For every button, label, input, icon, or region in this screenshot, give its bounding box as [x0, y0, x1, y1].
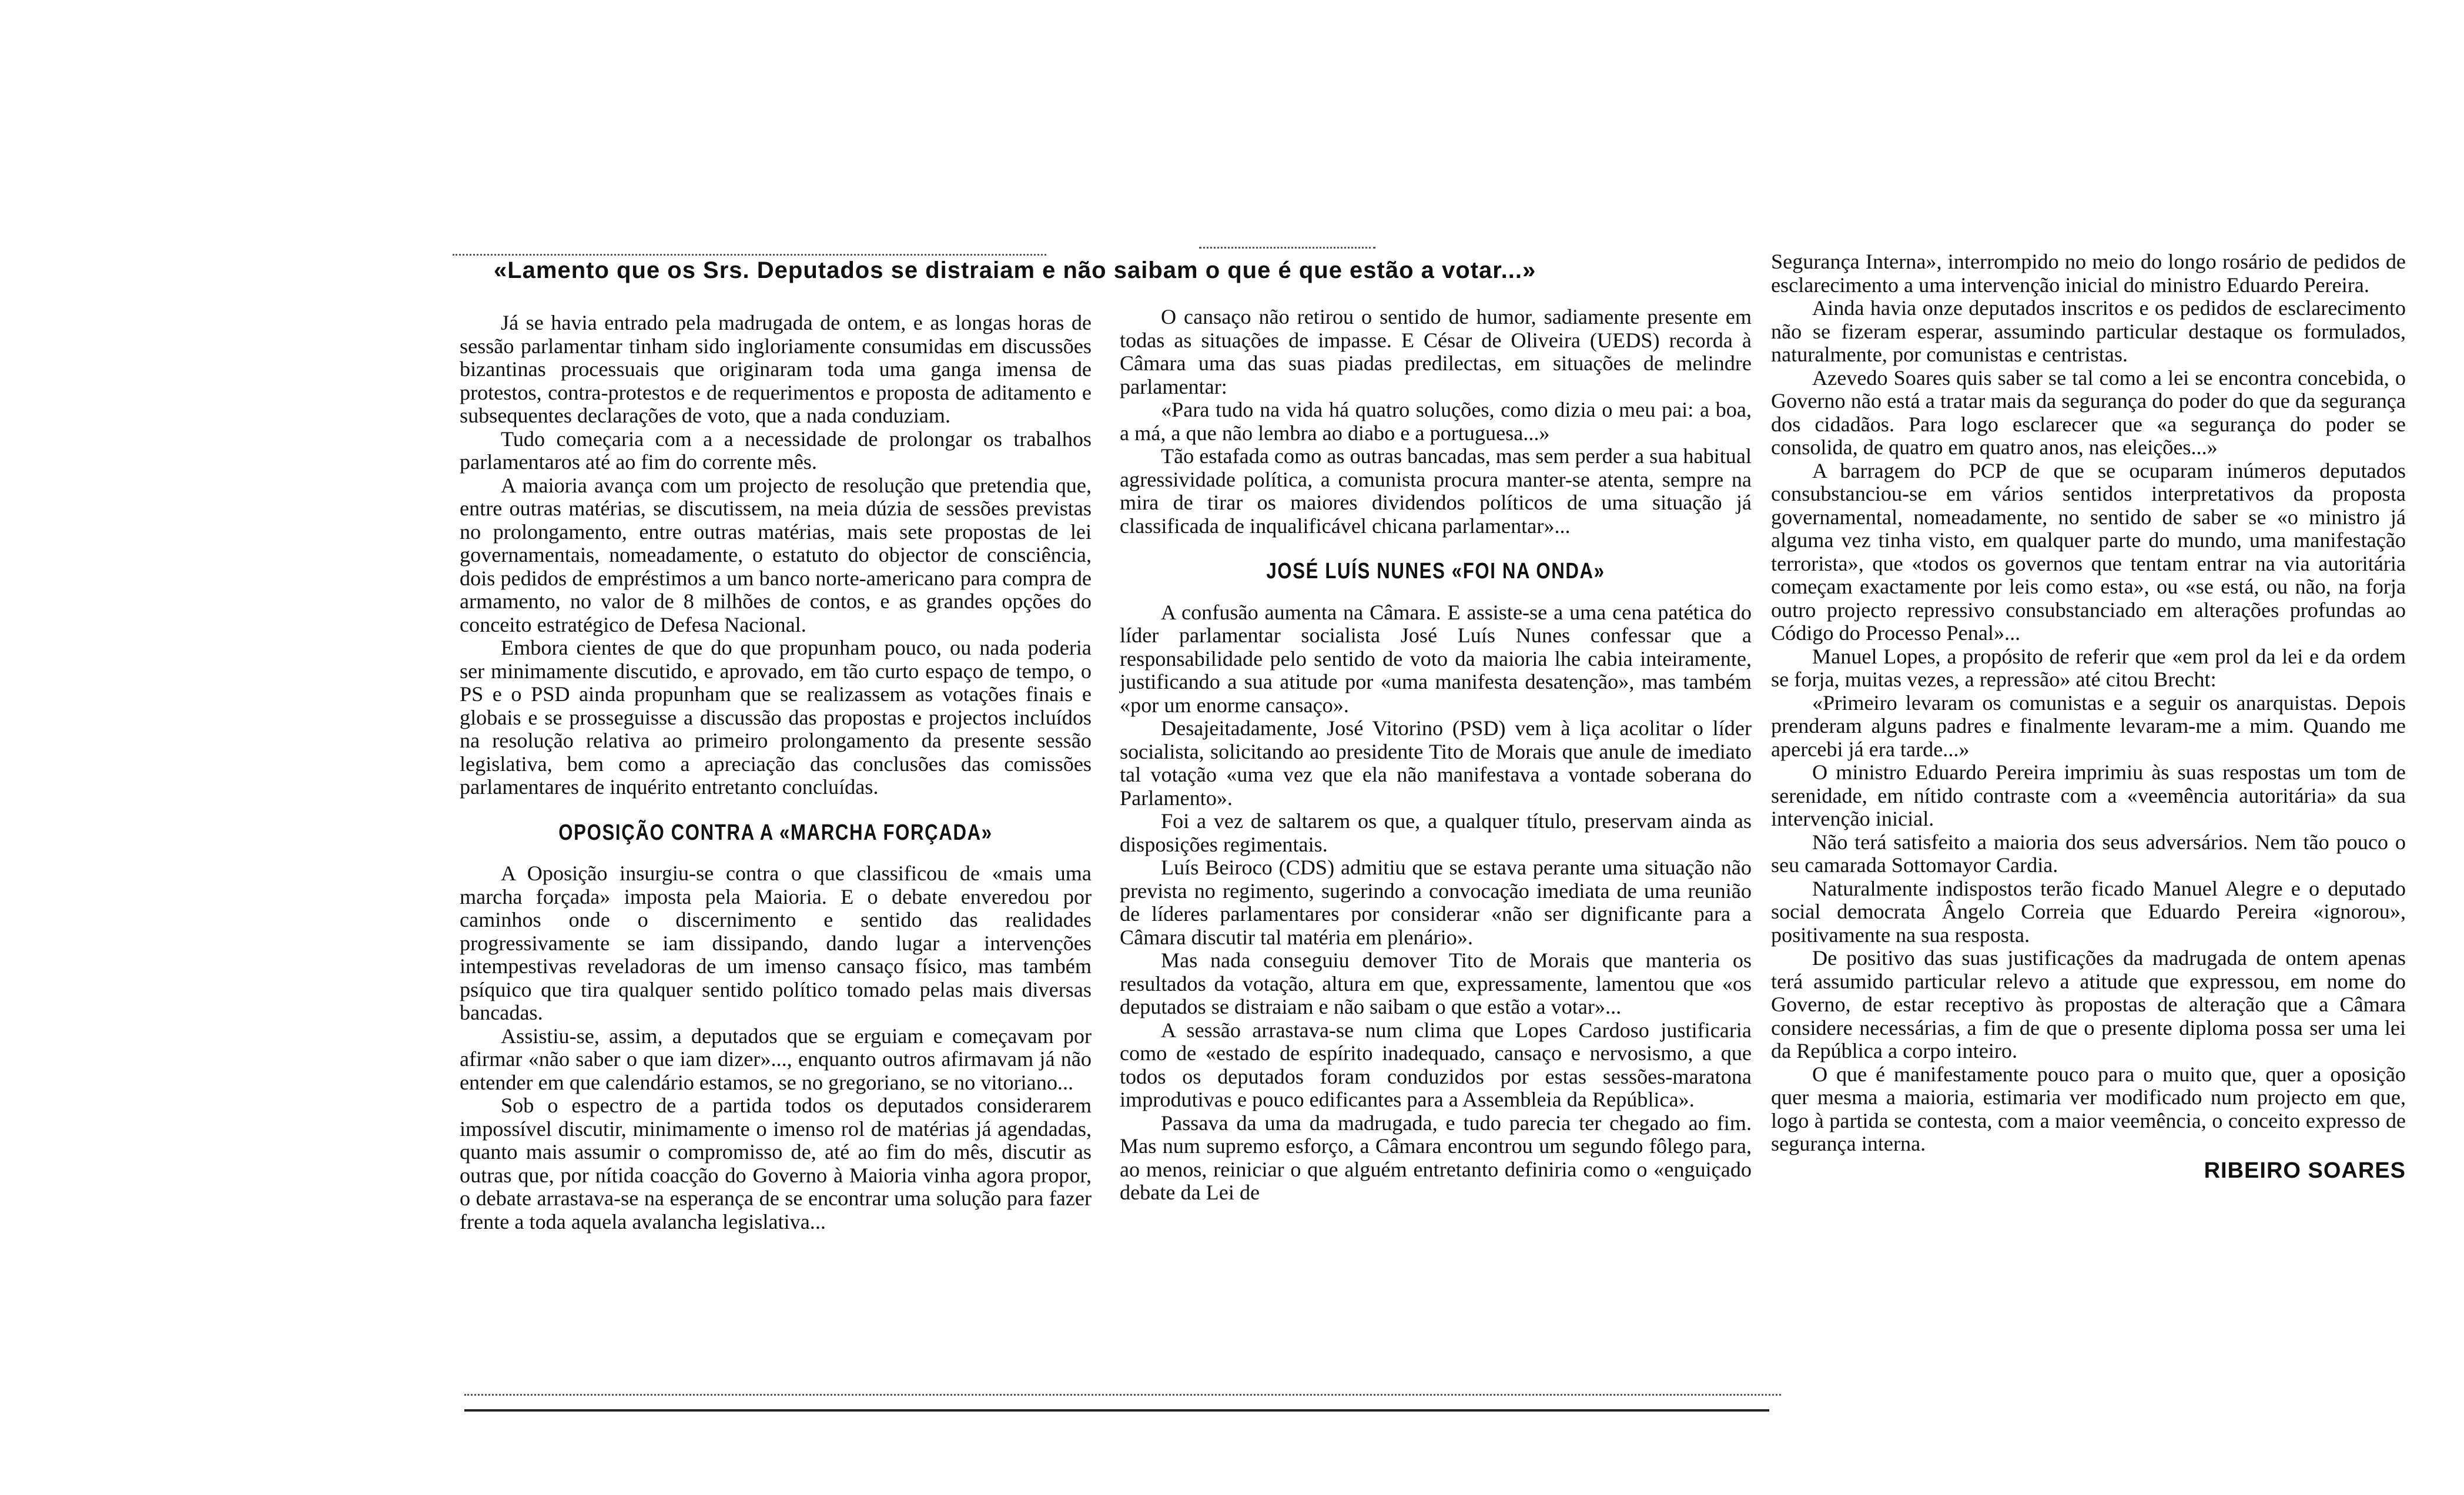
col3-paragraph: Ainda havia onze deputados inscritos e os pedidos de esclarecimento não se fizeram esperar, assumindo particular destaque os formulados, naturalmente, por comunistas e centristas. — [1771, 296, 2406, 366]
col1-paragraph: Embora cientes de que do que propunham pouco, ou nada poderia ser minimamente discutido, e aprovado, em tão curto espaço de tempo, o PS e o PSD ainda propunham que se realizassem as votações finais e globais e se prosseguisse a discussão das propostas e projectos incluídos na resolução relativa ao primeiro prolongamento da presente sessão legislativa, bem como a apreciação das conclusões das comissões parlamentares de inquérito entretanto concluídas. — [460, 636, 1092, 799]
top-dotted-rule-left — [453, 254, 1046, 256]
column-1 — [460, 311, 1092, 1233]
col2-paragraph: O cansaço não retirou o sentido de humor, sadiamente presente em todas as situações de impasse. E César de Oliveira (UEDS) recorda à Câmara uma das suas piadas predilectas, em situações de melindre parlamentar: — [1120, 305, 1752, 398]
col1-paragraph: Tudo começaria com a a necessidade de prolongar os trabalhos parlamentaros até ao fim do corrente mês. — [460, 427, 1092, 474]
col3-paragraph: O ministro Eduardo Pereira imprimiu às suas respostas um tom de serenidade, em nítido contraste com a «veemência autoritária» da sua intervenção inicial. — [1771, 760, 2406, 830]
col2-paragraph: Passava da uma da madrugada, e tudo parecia ter chegado ao fim. Mas num supremo esforço, a Câmara encontrou um segundo fôlego para, ao menos, reiniciar o que alguém entretanto definiria como o «enguiçado debate da Lei de — [1120, 1111, 1752, 1204]
bottom-dotted-rule — [464, 1394, 1781, 1396]
col3-paragraph: A barragem do PCP de que se ocuparam inúmeros deputados consubstanciou-se em vários sentidos interpretativos da proposta governamental, nomeadamente, no sentido de saber se «o ministro já alguma vez tinha visto, em qualquer parte do mundo, uma manifestação terrorista», que «todos os governos que tentam entrar na via autoritária começam exactamente por leis como esta», ou «se está, ou não, na forja outro projecto repressivo consubstanciado em alterações profundas ao Código do Processo Penal»... — [1771, 458, 2406, 645]
col1-paragraph: Já se havia entrado pela madrugada de ontem, e as longas horas de sessão parlamentar tinham sido ingloriamente consumidas em discussões bizantinas processuais que originaram toda uma ganga imensa de protestos, contra-protestos e de requerimentos e proposta de aditamento e subsequentes declarações de voto, que a nada conduziam. — [460, 311, 1092, 427]
col3-paragraph: De positivo das suas justificações da madrugada de ontem apenas terá assumido particular relevo a atitude que expressou, em nome do Governo, de estar receptivo às propostas de alteração que a Câmara considere necessárias, a fim de que o presente diploma possa ser uma lei da República a corpo inteiro. — [1771, 946, 2406, 1062]
col2-paragraph: Desajeitadamente, José Vitorino (PSD) vem à liça acolitar o líder socialista, solicitando ao presidente Tito de Morais que anule de imediato tal votação «uma vez que ela não manifestava a vontade soberana do Parlamento». — [1120, 716, 1752, 810]
col3-paragraph: Azevedo Soares quis saber se tal como a lei se encontra concebida, o Governo não está a tratar mais da segurança do poder do que da segurança dos cidadãos. Para logo esclarecer que «a segurança do poder se consolida, de quatro em quatro anos, nas eleições...» — [1771, 366, 2406, 459]
col1-paragraph: A Oposição insurgiu-se contra o que classificou de «mais uma marcha forçada» imposta pela Maioria. E o debate enveredou por caminhos onde o discernimento e sentido das realidades progressivamente se iam dissipando, dando lugar a intervenções intempestivas reveladoras de um imenso cansaço físico, mas também psíquico que tira qualquer sentido político tomado pelas mais diversas bancadas. — [460, 862, 1092, 1024]
col3-paragraph: Naturalmente indispostos terão ficado Manuel Alegre e o deputado social democrata Ângelo Correia que Eduardo Pereira «ignorou», positivamente na sua resposta. — [1771, 876, 2406, 947]
col3-paragraph: Segurança Interna», interrompido no meio do longo rosário de pedidos de esclarecimento a uma intervenção inicial do ministro Eduardo Pereira. — [1771, 250, 2406, 297]
col2-paragraph: Luís Beiroco (CDS) admitiu que se estava perante uma situação não prevista no regimento, sugerindo a convocação imediata de uma reunião de líderes parlamentares por considerar «não ser dignificante para a Câmara discutir tal matéria em plenário». — [1120, 856, 1752, 949]
col2-paragraph: A sessão arrastava-se num clima que Lopes Cardoso justificaria como de «estado de espírito inadequado, cansaço e nervosismo, a que todos os deputados foram conduzidos por estas sessões-maratona improdutivas e pouco edificantes para a Assembleia da República». — [1120, 1018, 1752, 1111]
col2-paragraph: «Para tudo na vida há quatro soluções, como dizia o meu pai: a boa, a má, a que não lembra ao diabo e a portuguesa...» — [1120, 398, 1752, 445]
top-dotted-rule-middle — [1199, 247, 1375, 249]
column-3 — [1771, 250, 2406, 1182]
col1-paragraph: Sob o espectro de a partida todos os deputados considerarem impossível discutir, minimamente o imenso rol de matérias já agendadas, quanto mais assumir o compromisso de, até ao fim do mês, discutir as outras que, por nítida coacção do Governo à Maioria vinha agora propor, o debate arrastava-se na esperança de se encontrar uma solução para fazer frente a toda aquela avalancha legislativa... — [460, 1094, 1092, 1233]
byline: RIBEIRO SOARES — [2204, 1158, 2406, 1183]
headline: «Lamento que os Srs. Deputados se distraiam e não saibam o que é que estão a votar...» — [494, 257, 1536, 283]
column-2 — [1120, 306, 1752, 1205]
col2-paragraph: Mas nada conseguiu demover Tito de Morais que manteria os resultados da votação, altura em que, expressamente, lamentou que «os deputados se distraiam e não saibam o que estão a votar»... — [1120, 948, 1752, 1018]
col3-paragraph: Não terá satisfeito a maioria dos seus adversários. Nem tão pouco o seu camarada Sottomayor Cardia. — [1771, 830, 2406, 877]
subheading-oposicao: OPOSIÇÃO CONTRA A «MARCHA FORÇADA» — [558, 820, 993, 845]
col3-paragraph: «Primeiro levaram os comunistas e a seguir os anarquistas. Depois prenderam alguns padres e finalmente levaram-me a mim. Quando me apercebi já era tarde...» — [1771, 690, 2406, 761]
col2-paragraph: A confusão aumenta na Câmara. E assiste-se a uma cena patética do líder parlamentar socialista José Luís Nunes confessar que a responsabilidade pelo sentido de voto da maioria lhe cabia inteiramente, justificando a sua atitude por «uma manifesta desatenção», mas também «por um enorme cansaço». — [1120, 600, 1752, 717]
subheading-jose-luis-nunes: JOSÉ LUÍS NUNES «FOI NA ONDA» — [1266, 559, 1605, 584]
col1-paragraph: Assistiu-se, assim, a deputados que se erguiam e começavam por afirmar «não saber o que iam dizer»..., enquanto outros afirmavam já não entender em que calendário estamos, se no gregoriano, se no vitoriano... — [460, 1024, 1092, 1094]
bottom-rule — [464, 1409, 1769, 1412]
col2-paragraph: Foi a vez de saltarem os que, a qualquer título, preservam ainda as disposições regimentais. — [1120, 809, 1752, 856]
col1-paragraph: A maioria avança com um projecto de resolução que pretendia que, entre outras matérias, se discutissem, na meia dúzia de sessões previstas no prolongamento, entre outras matérias, mais sete propostas de lei governamentais, nomeadamente, o estatuto do objector de consciência, dois pedidos de empréstimos a um banco norte-americano para compra de armamento, no valor de 8 milhões de contos, e as grandes opções do conceito estratégico de Defesa Nacional. — [460, 473, 1092, 636]
col3-paragraph: O que é manifestamente pouco para o muito que, quer a oposição quer mesma a maioria, estimaria ver modificado num projecto em que, logo à partida se contesta, com a maior veemência, o conceito expresso de segurança interna. — [1771, 1062, 2406, 1155]
col2-paragraph: Tão estafada como as outras bancadas, mas sem perder a sua habitual agressividade política, a comunista procura manter-se atenta, sempre na mira de tirar os maiores dividendos políticos de uma situação já classificada de inqualificável chicana parlamentar»... — [1120, 444, 1752, 538]
col3-paragraph: Manuel Lopes, a propósito de referir que «em prol da lei e da ordem se forja, muitas vezes, a repressão» até citou Brecht: — [1771, 644, 2406, 691]
